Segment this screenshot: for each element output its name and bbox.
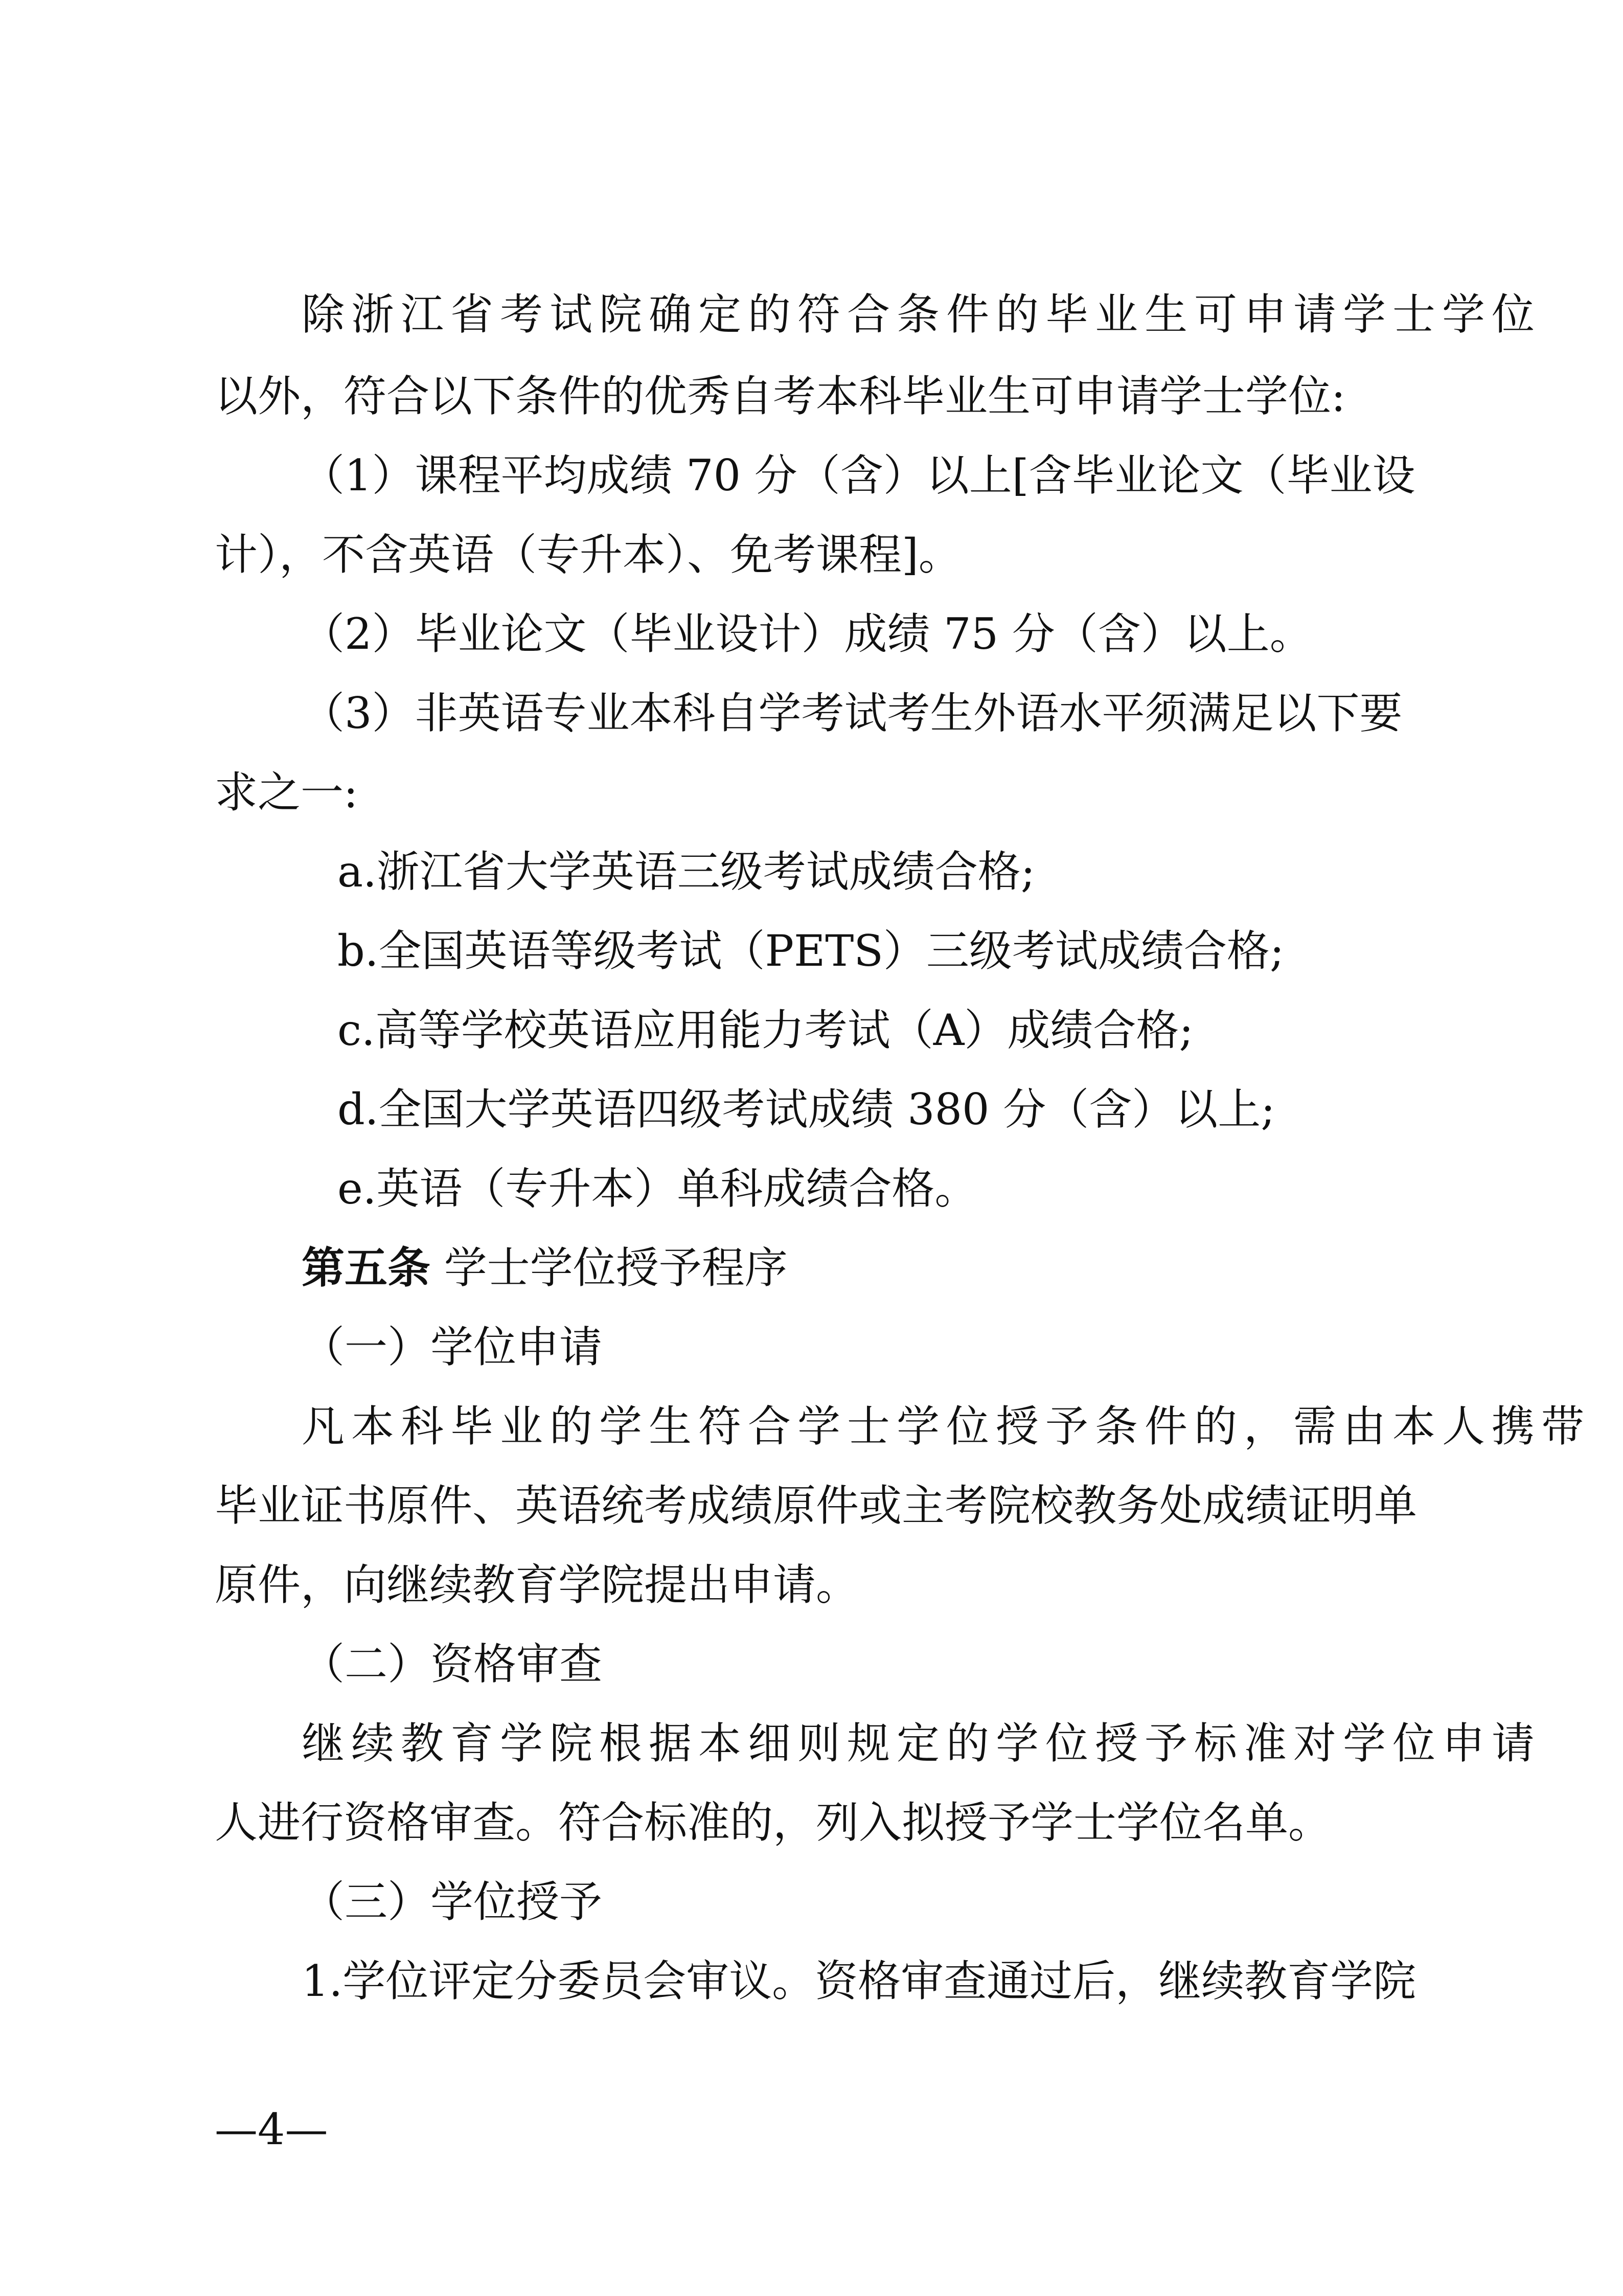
paragraph-line: 求之一: [215,767,358,817]
article-number: 第五条 [302,1242,431,1293]
article-heading-line [302,1242,1518,1293]
section-heading: （一）学位申请 [302,1322,603,1372]
paragraph-line: 原件，向继续教育学院提出申请。 [215,1560,859,1610]
section-heading: （三）学位授予 [302,1877,603,1927]
paragraph-line: （1）课程平均成绩 70 分（含）以上[含毕业论文（毕业设 [302,450,1415,501]
list-item: a.浙江省大学英语三级考试成绩合格; [337,847,1036,897]
section-heading: （二）资格审查 [302,1639,603,1689]
paragraph-line: 计），不含英语（专升本）、免考课程]。 [215,530,962,580]
list-item: c.高等学校英语应用能力考试（A）成绩合格; [337,1005,1194,1055]
paragraph-line: 凡本科毕业的学生符合学士学位授予条件的，需由本人携带 [302,1401,1591,1451]
page-number: —4— [215,2104,328,2154]
paragraph-line: 继续教育学院根据本细则规定的学位授予标准对学位申请 [302,1718,1542,1768]
paragraph-line: （3）非英语专业本科自学考试考生外语水平须满足以下要 [302,688,1403,738]
paragraph-line: 1.学位评定分委员会审议。资格审查通过后，继续教育学院 [302,1956,1416,2006]
list-item: b.全国英语等级考试（PETS）三级考试成绩合格; [337,926,1285,976]
list-item: d.全国大学英语四级考试成绩 380 分（含）以上; [337,1084,1275,1134]
paragraph-line: 人进行资格审查。符合标准的，列入拟授予学士学位名单。 [215,1798,1332,1848]
paragraph-line: （2）毕业论文（毕业设计）成绩 75 分（含）以上。 [302,609,1313,659]
list-item: e.英语（专升本）单科成绩合格。 [337,1164,978,1214]
paragraph-line: 以外，符合以下条件的优秀自考本科毕业生可申请学士学位: [215,371,1346,421]
article-title: 学士学位授予程序 [444,1243,788,1293]
paragraph-line: 除浙江省考试院确定的符合条件的毕业生可申请学士学位 [302,289,1542,339]
paragraph-line: 毕业证书原件、英语统考成绩原件或主考院校教务处成绩证明单 [215,1481,1418,1531]
